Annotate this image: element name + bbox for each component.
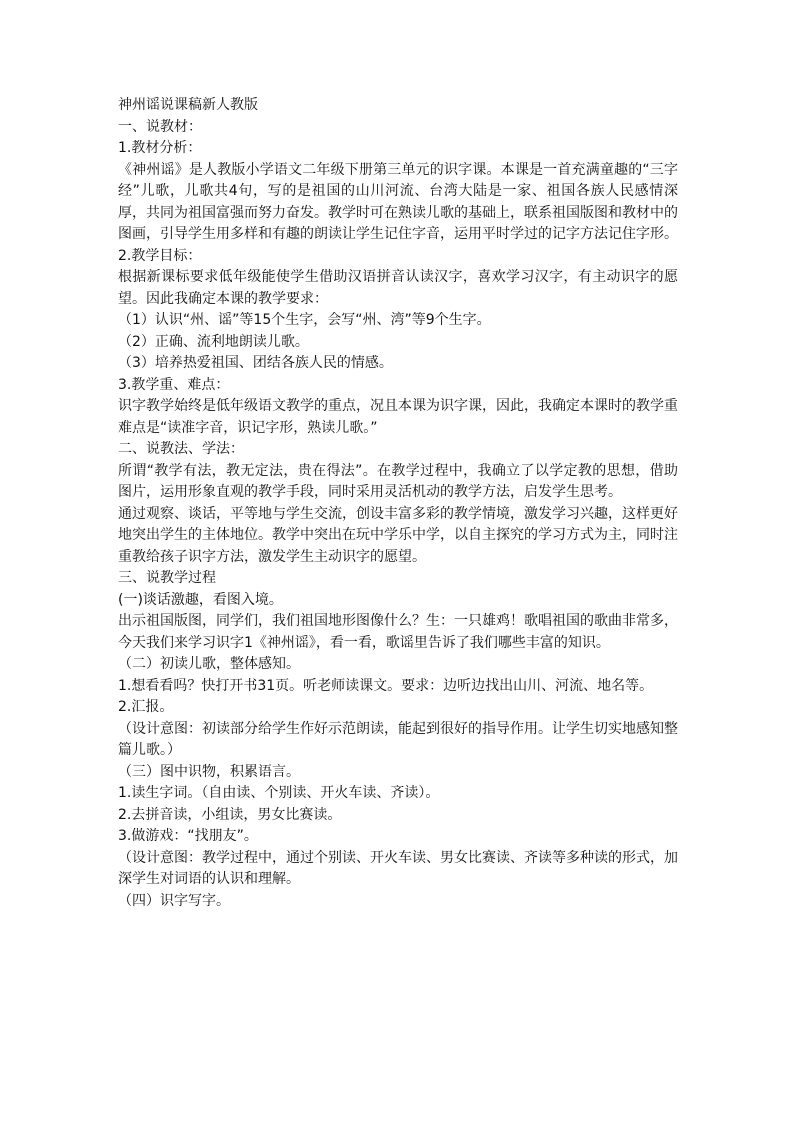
paragraph-methods-2: 通过观察、谈话，平等地与学生交流，创设丰富多彩的教学情境，激发学习兴趣，这样更好地突出学生的主体地位。教学中突出在玩中学乐中学，以自主探究的学习方式为主，同时注重教给孩子识字方法，激发学生主动识字的愿望。	[118, 505, 678, 565]
section-heading-3: 三、说教学过程	[118, 570, 216, 586]
step-heading-2: （二）初读儿歌，整体感知。	[118, 656, 300, 672]
subheading-key-points: 3.教学重、难点：	[118, 376, 230, 393]
document-page	[118, 95, 678, 912]
paragraph-step-3-design: （设计意图：教学过程中，通过个别读、开火车读、男女比赛读、齐读等多种读的形式，加深学生对词语的认识和理解。	[118, 849, 678, 887]
paragraph-step-2-b: 2.汇报。	[118, 699, 174, 715]
paragraph-step-2-a: 1.想看看吗？快打开书31页。听老师读课文。要求：边听边找出山川、河流、地名等。	[118, 677, 654, 694]
paragraph-teaching-goals: 根据新课标要求低年级能使学生借助汉语拼音认读汉字，喜欢学习汉字，有主动识字的愿望。因此我确定本课的教学要求：	[118, 269, 678, 307]
paragraph-step-3-b: 2.去拼音读，小组读，男女比赛读。	[118, 806, 342, 823]
goal-item-3: （3）培养热爱祖国、团结各族人民的情感。	[118, 355, 393, 371]
goal-item-2: （2）正确、流利地朗读儿歌。	[118, 333, 309, 350]
section-heading-1: 一、说教材：	[118, 118, 202, 135]
paragraph-methods-1: 所谓“教学有法，教无定法，贵在得法”。在教学过程中，我确立了以学定教的思想，借助图片，运用形象直观的教学手段，同时采用灵活机动的教学方法，启发学生思考。	[118, 462, 678, 500]
subheading-material-analysis: 1.教材分析：	[118, 140, 202, 156]
paragraph-step-3-a: 1.读生字词。（自由读、个别读、开火车读、齐读）。	[118, 785, 440, 801]
paragraph-step-2-design: （设计意图：初读部分给学生作好示范朗读，能起到很好的指导作用。让学生切实地感知整篇儿歌。）	[118, 720, 678, 758]
step-heading-4: （四）识字写字。	[118, 892, 230, 909]
paragraph-key-points: 识字教学始终是低年级语文教学的重点，况且本课为识字课，因此，我确定本课时的教学重难点是“读准字音，识记字形，熟读儿歌。”	[118, 398, 678, 436]
section-heading-2: 二、说教法、学法：	[118, 441, 244, 457]
paragraph-material-analysis: 《神州谣》是人教版小学语文二年级下册第三单元的识字课。本课是一首充满童趣的“三字经”儿歌，儿歌共4句，写的是祖国的山川河流、台湾大陆是一家、祖国各族人民感情深厚，共同为祖国富强而努力奋发。教学时可在熟读儿歌的基础上，联系祖国版图和教材中的图画，引导学生用多样和有趣的朗读让学生记住字音，运用平时学过的记字方法记住字形。	[118, 161, 678, 242]
paragraph-step-3-c: 3.做游戏：“找朋友”。	[118, 828, 258, 844]
paragraph-step-1: 出示祖国版图，同学们，我们祖国地形图像什么？生：一只雄鸡！歌唱祖国的歌曲非常多，今天我们来学习识字1《神州谣》，看一看，歌谣里告诉了我们哪些丰富的知识。	[118, 613, 678, 651]
step-heading-1: (一)谈话激趣，看图入境。	[118, 591, 283, 608]
subheading-teaching-goals: 2.教学目标：	[118, 247, 202, 264]
document-title: 神州谣说课稿新人教版	[118, 97, 258, 113]
goal-item-1: （1）认识“州、谣”等15个生字，会写“州、湾”等9个生字。	[118, 312, 491, 328]
step-heading-3: （三）图中识物，积累语言。	[118, 763, 300, 780]
